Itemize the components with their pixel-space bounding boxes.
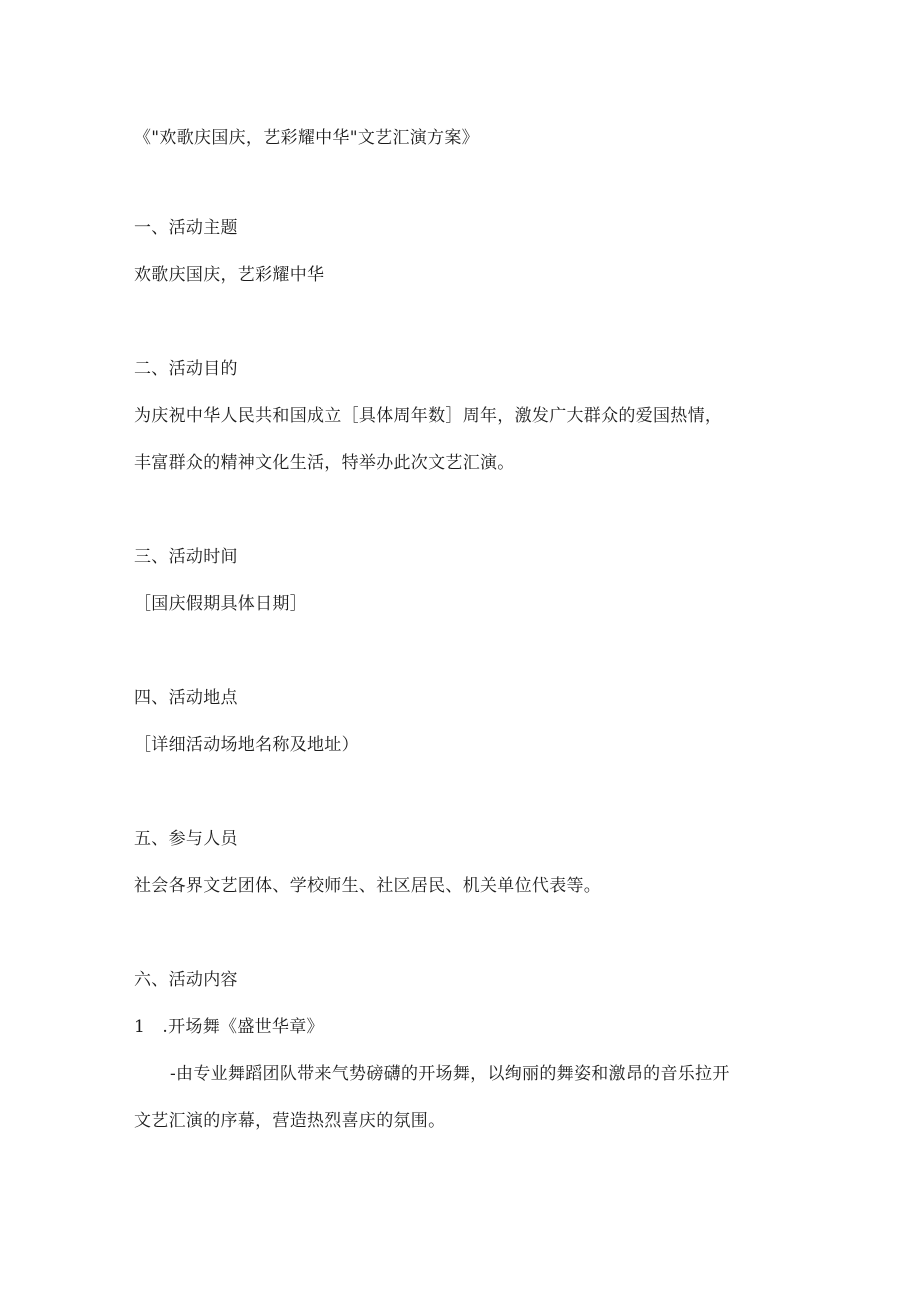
document-title: 《"欢歌庆国庆，艺彩耀中华"文艺汇演方案》 bbox=[134, 128, 479, 148]
section-heading-time: 三、活动时间 bbox=[134, 547, 238, 567]
section-body-purpose-line-2: 丰富群众的精神文化生活，特举办此次文艺汇演。 bbox=[134, 453, 515, 473]
content-item-line-1: -由专业舞蹈团队带来气势磅礴的开场舞，以绚丽的舞姿和激昂的音乐拉开 bbox=[170, 1064, 730, 1084]
section-body-theme: 欢歌庆国庆，艺彩耀中华 bbox=[134, 265, 325, 285]
section-heading-content: 六、活动内容 bbox=[134, 970, 238, 990]
section-heading-location: 四、活动地点 bbox=[134, 688, 238, 708]
section-body-purpose-line-1: 为庆祝中华人民共和国成立［具体周年数］周年，激发广大群众的爱国热情， bbox=[134, 406, 723, 426]
section-body-time: ［国庆假期具体日期］ bbox=[134, 594, 307, 614]
section-heading-participants: 五、参与人员 bbox=[134, 829, 238, 849]
content-item-line-2: 文艺汇演的序幕，营造热烈喜庆的氛围。 bbox=[134, 1111, 446, 1131]
section-body-location: ［详细活动场地名称及地址） bbox=[134, 735, 359, 755]
content-item-label: 1 .开场舞《盛世华章》 bbox=[134, 1017, 324, 1037]
section-heading-purpose: 二、活动目的 bbox=[134, 359, 238, 379]
section-heading-theme: 一、活动主题 bbox=[134, 218, 238, 238]
section-body-participants: 社会各界文艺团体、学校师生、社区居民、机关单位代表等。 bbox=[134, 876, 602, 896]
